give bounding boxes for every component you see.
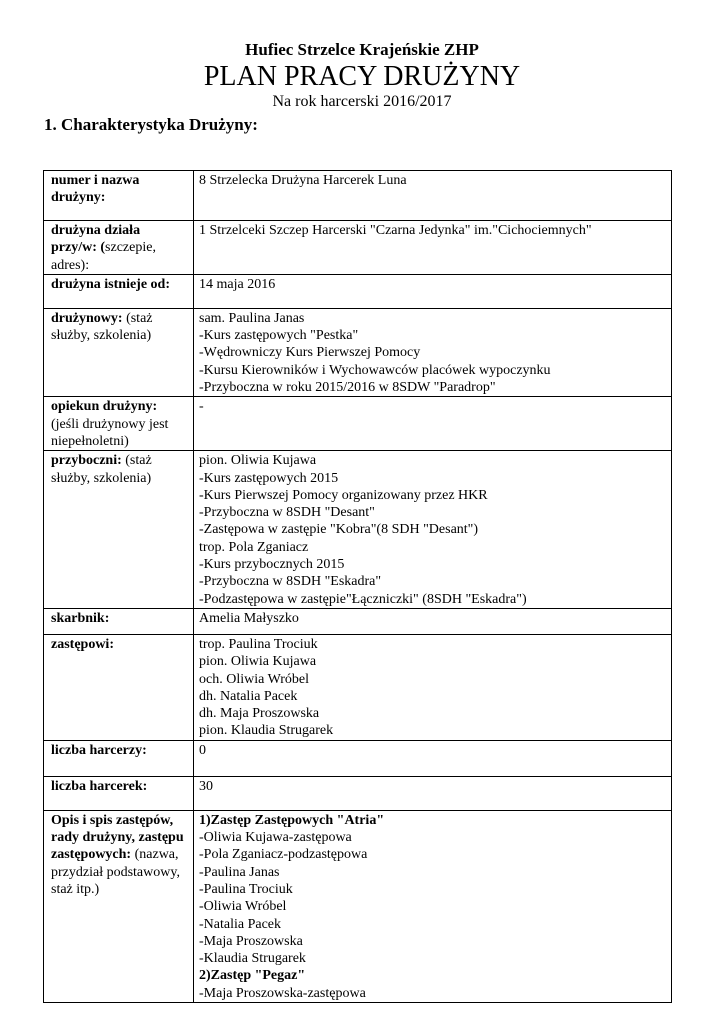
field-label: Opis i spis zastępów, rady drużyny, zastępu zastępowych: (51, 812, 184, 863)
field-label: numer i nazwa drużyny: (51, 173, 140, 206)
field-value-line: -Maja Proszowska-zastępowa (199, 985, 366, 1001)
field-value-line: -Oliwia Kujawa-zastępowa (199, 830, 352, 846)
table-row (44, 397, 672, 451)
field-value-line: pion. Oliwia Kujawa (199, 453, 317, 469)
field-value-line: sam. Paulina Janas (199, 310, 305, 326)
field-value-line: -Przyboczna w 8SDH "Desant" (199, 505, 375, 521)
field-value-line: pion. Oliwia Kujawa (199, 654, 317, 670)
field-label-cell (44, 171, 194, 221)
field-value-cell (194, 274, 672, 308)
field-value-line: -Natalia Pacek (199, 916, 282, 932)
field-label: przyboczni: (51, 453, 126, 469)
field-value-cell (194, 740, 672, 776)
field-label-note: (staż służby, szkolenia) (51, 453, 152, 486)
field-value-cell (194, 810, 672, 1002)
field-value-line: -Przyboczna w roku 2015/2016 w 8SDW "Paradrop" (199, 380, 496, 396)
field-value-line: -Kurs Pierwszej Pomocy organizowany przez HKR (199, 487, 488, 503)
field-value-cell (194, 776, 672, 810)
field-value-line: 14 maja 2016 (199, 276, 276, 292)
table-row (44, 608, 672, 634)
field-value-line: 30 (199, 778, 213, 794)
table-row (44, 634, 672, 740)
field-value-line: 1)Zastęp Zastępowych "Atria" (199, 812, 385, 828)
field-label-cell (44, 221, 194, 275)
field-label: drużynowy: (51, 310, 127, 326)
field-value-line: Amelia Małyszko (199, 610, 299, 626)
field-value-line: dh. Natalia Pacek (199, 688, 298, 704)
field-label-cell (44, 308, 194, 396)
field-value-line: -Pola Zganiacz-podzastępowa (199, 847, 368, 863)
field-value-line: -Wędrowniczy Kurs Pierwszej Pomocy (199, 345, 421, 361)
field-label-cell (44, 397, 194, 451)
field-value-cell (194, 221, 672, 275)
field-value-cell (194, 608, 672, 634)
field-value-line: -Klaudia Strugarek (199, 951, 306, 967)
field-value-line: trop. Paulina Trociuk (199, 636, 318, 652)
field-label: zastępowi: (51, 636, 114, 652)
field-value-line: pion. Klaudia Strugarek (199, 723, 334, 739)
field-label-cell (44, 810, 194, 1002)
field-value-line: -Zastępowa w zastępie "Kobra"(8 SDH "Desant") (199, 522, 479, 538)
field-label: drużyna istnieje od: (51, 276, 170, 292)
field-label-cell (44, 776, 194, 810)
field-value-line: 2)Zastęp "Pegaz" (199, 968, 306, 984)
table-row (44, 451, 672, 609)
field-label-cell (44, 740, 194, 776)
table-row (44, 776, 672, 810)
field-label: opiekun drużyny: (51, 399, 158, 415)
table-body (44, 171, 672, 1003)
field-label-cell (44, 274, 194, 308)
organization-name: Hufiec Strzelce Krajeńskie ZHP (245, 40, 479, 59)
field-value-cell (194, 397, 672, 451)
table-row (44, 221, 672, 275)
field-label-note: szczepie, adres): (51, 240, 156, 273)
field-value-line: -Podzastępowa w zastępie"Łączniczki" (8SDH "Eskadra") (199, 591, 527, 607)
field-label-cell (44, 634, 194, 740)
field-label-note: (staż służby, szkolenia) (51, 310, 153, 344)
table-row (44, 810, 672, 1002)
table-row (44, 171, 672, 221)
field-value-line: -Kurs przybocznych 2015 (199, 557, 345, 573)
field-value-cell (194, 634, 672, 740)
field-value-line: dh. Maja Proszowska (199, 706, 320, 722)
table-row (44, 274, 672, 308)
field-label: liczba harcerek: (51, 778, 148, 794)
field-value-line: -Kurs zastępowych "Pestka" (199, 328, 359, 344)
field-value-line: 8 Strzelecka Drużyna Harcerek Luna (199, 173, 407, 188)
field-label: drużyna działa przy/w: ( (51, 223, 141, 256)
field-value-line: -Oliwia Wróbel (199, 899, 287, 915)
field-value-line: 0 (199, 742, 206, 758)
field-value-line: -Kurs zastępowych 2015 (199, 470, 339, 486)
field-value-line: -Paulina Janas (199, 864, 280, 880)
section-heading: 1. Charakterystyka Drużyny: (44, 115, 258, 134)
team-characteristics-table (43, 170, 672, 1003)
field-value-cell (194, 308, 672, 396)
field-value-line: och. Oliwia Wróbel (199, 671, 309, 687)
field-value-cell (194, 451, 672, 609)
document-subtitle: Na rok harcerski 2016/2017 (272, 93, 452, 110)
document-title: PLAN PRACY DRUŻYNY (203, 61, 521, 92)
field-label-cell (44, 608, 194, 634)
field-value-cell (194, 171, 672, 221)
field-value-line: -Kursu Kierowników i Wychowawców placówek wypoczynku (199, 362, 551, 378)
field-label-note: (jeśli drużynowy jest niepełnoletni) (51, 416, 169, 449)
table-row (44, 308, 672, 396)
table-row (44, 740, 672, 776)
field-value-line: 1 Strzelceki Szczep Harcerski "Czarna Jedynka" im."Cichociemnych" (199, 223, 592, 238)
field-value-line: -Maja Proszowska (199, 933, 303, 949)
field-value-line: -Przyboczna w 8SDH "Eskadra" (199, 574, 382, 590)
field-label-note: (nazwa, przydział podstawowy, staż itp.) (51, 847, 180, 897)
field-label-cell (44, 451, 194, 609)
field-label: liczba harcerzy: (51, 742, 147, 758)
field-value-line: trop. Pola Zganiacz (199, 539, 309, 555)
field-label: skarbnik: (51, 610, 110, 626)
field-value-line: -Paulina Trociuk (199, 881, 293, 897)
field-value-line: - (199, 399, 204, 415)
